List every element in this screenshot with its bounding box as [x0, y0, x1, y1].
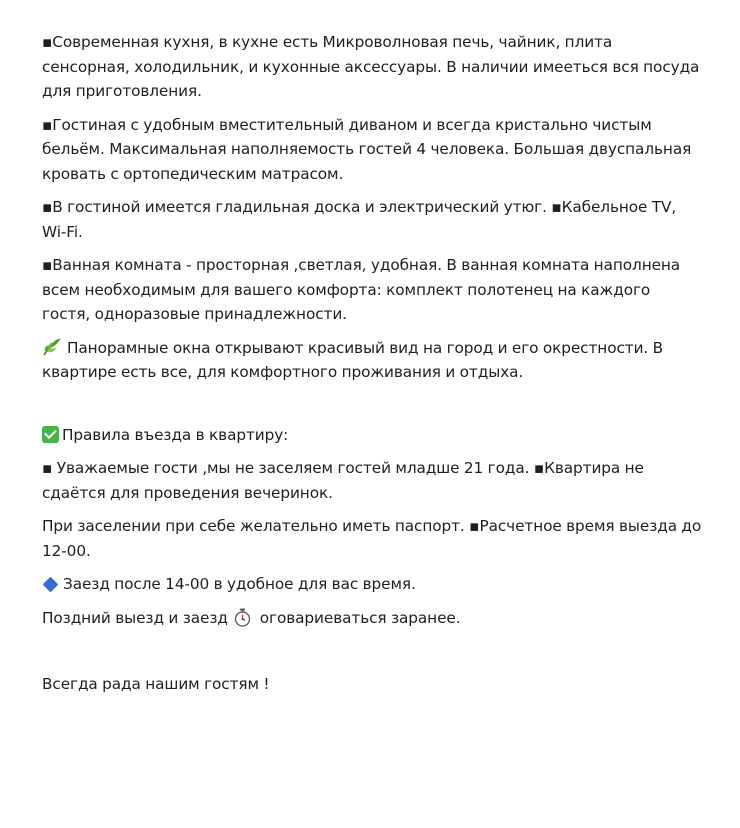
ironing-paragraph: ▪В гостиной имеется гладильная доска и электрический утюг. ▪Кабельное TV, Wi-Fi. — [42, 198, 677, 241]
bathroom-paragraph: ▪Ванная комната - просторная ,светлая, удобная. В ванная комната наполнена всем необходимым для вашего комфорта: комплект полотенец на каждого гостя, одноразовые принадлежности. — [42, 256, 681, 323]
passport-paragraph: При заселении при себе желательно иметь паспорт. ▪Расчетное время выезда до 12-00. — [42, 517, 702, 560]
checkin-text: Заезд после 14-00 в удобное для вас время. — [63, 575, 416, 593]
living-room-paragraph: ▪Гостиная с удобным вместительный диваном и всегда кристально чистым бельём. Максимальная наполняемость гостей 4 человека. Большая двуспальная кровать с ортопедическим матрасом. — [42, 115, 692, 183]
late-text-before: Поздний выезд и заезд — [42, 608, 228, 627]
windows-paragraph — [42, 336, 702, 385]
late-checkout-paragraph — [42, 606, 702, 631]
kitchen-paragraph: ▪Современная кухня, в кухне есть Микроволновая печь, чайник, плита сенсорная, холодильник, и кухонные аксессуары. В наличии имееться вся посуда для приготовления. — [42, 33, 700, 100]
listing-description — [42, 30, 702, 706]
stopwatch-icon — [234, 608, 251, 627]
age-rule-paragraph: ▪ Уважаемые гости ,мы не заселяем гостей младше 21 года. ▪Квартира не сдаётся для проведения вечеринок. — [42, 459, 644, 502]
late-text-after: оговариеваться заранее. — [259, 608, 461, 627]
leaf-icon — [42, 338, 62, 356]
checkin-paragraph — [42, 572, 702, 597]
windows-text: Панорамные окна открывают красивый вид на город и его окрестности. В квартире есть все, для комфортного проживания и отдыха. — [42, 338, 664, 381]
rules-heading-text: Правила въезда в квартиру: — [62, 425, 289, 444]
rules-heading — [42, 423, 702, 448]
check-mark-icon — [42, 426, 59, 443]
closing-paragraph: Всегда рада нашим гостям ! — [42, 675, 270, 693]
blue-diamond-icon — [43, 577, 59, 593]
